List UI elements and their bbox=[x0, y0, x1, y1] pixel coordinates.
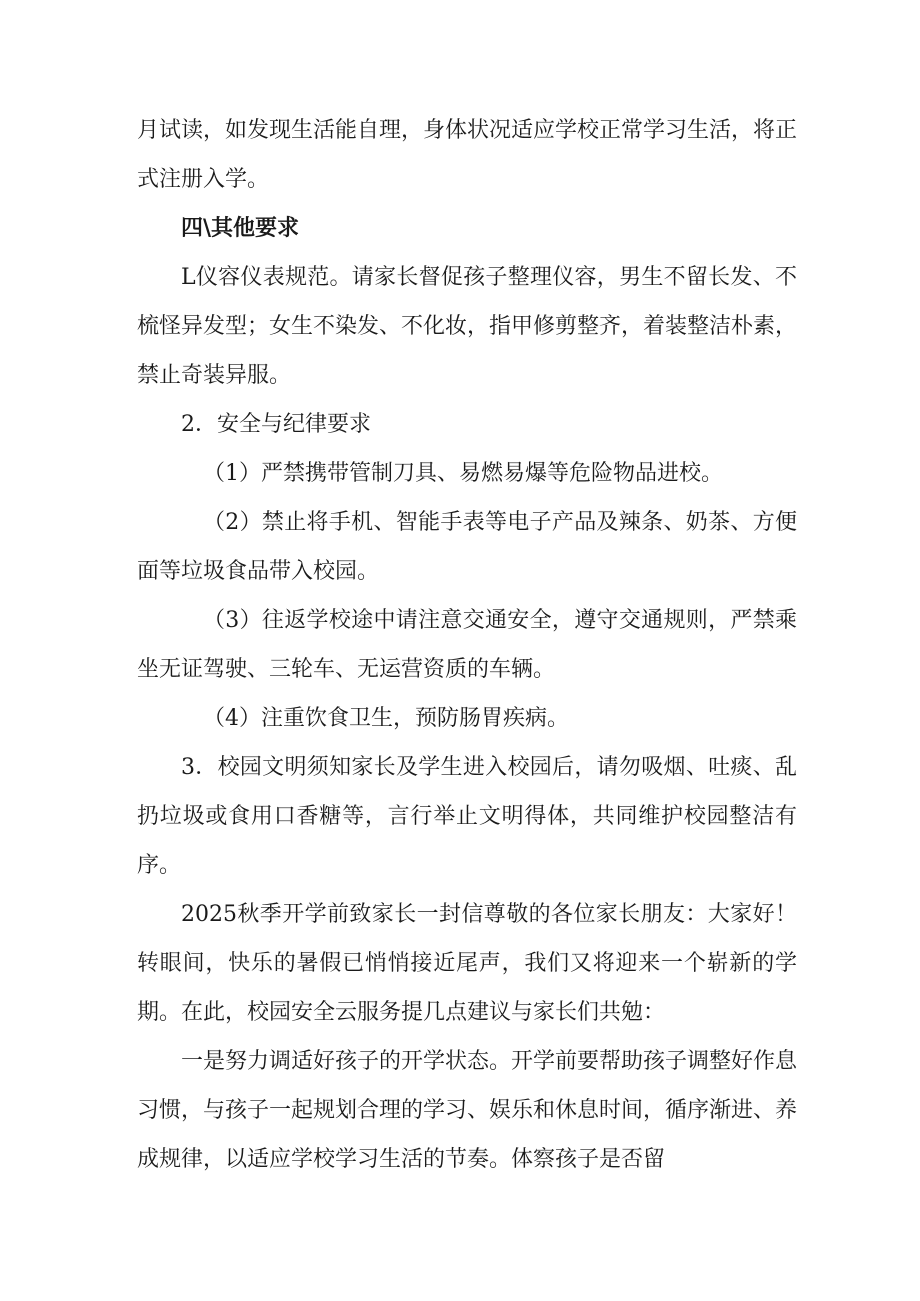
list-item-safety-2: （2）禁止将手机、智能手表等电子产品及辣条、奶茶、方便面等垃圾食品带入校园。 bbox=[137, 510, 797, 584]
list-item-safety-3: （3）往返学校途中请注意交通安全，遵守交通规则，严禁乘坐无证驾驶、三轮车、无运营资质的车辆。 bbox=[137, 608, 797, 682]
paragraph-safety-discipline-heading: 2．安全与纪律要求 bbox=[181, 412, 371, 437]
paragraph-appearance-rules: L仪容仪表规范。请家长督促孩子整理仪容，男生不留长发、不梳怪异发型；女生不染发、不化妆，指甲修剪整齐，着装整洁朴素，禁止奇装异服。 bbox=[137, 265, 798, 388]
document-page bbox=[137, 106, 797, 1184]
paragraph-adjust-state: 一是努力调适好孩子的开学状态。开学前要帮助孩子调整好作息习惯，与孩子一起规划合理的学习、娱乐和休息时间，循序渐进、养成规律，以适应学校学习生活的节奏。体察孩子是否留 bbox=[137, 1049, 798, 1172]
list-item-safety-4: （4）注重饮食卫生，预防肠胃疾病。 bbox=[203, 706, 569, 731]
section-heading-other-requirements: 四\其他要求 bbox=[181, 215, 300, 241]
paragraph-campus-civility: 3．校园文明须知家长及学生进入校园后，请勿吸烟、吐痰、乱扔垃圾或食用口香糖等，言行举止文明得体，共同维护校园整洁有序。 bbox=[137, 755, 797, 878]
list-item-safety-1: （1）严禁携带管制刀具、易燃易爆等危险物品进校。 bbox=[203, 461, 723, 486]
paragraph-trial-reading: 月试读，如发现生活能自理，身体状况适应学校正常学习生活，将正式注册入学。 bbox=[137, 118, 798, 192]
paragraph-letter-intro: 2025秋季开学前致家长一封信尊敬的各位家长朋友：大家好！转眼间，快乐的暑假已悄悄接近尾声，我们又将迎来一个崭新的学期。在此，校园安全云服务提几点建议与家长们共勉： bbox=[137, 902, 797, 1025]
